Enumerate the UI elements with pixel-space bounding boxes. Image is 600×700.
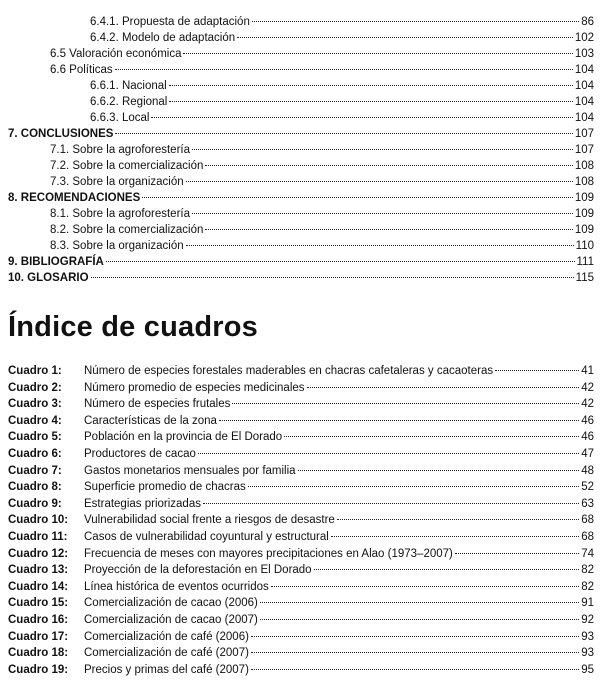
- toc-entry-label: 6.4.1. Propuesta de adaptación: [90, 16, 250, 28]
- table-page: 74: [581, 547, 594, 560]
- dot-leader: [298, 470, 580, 471]
- table-page: 93: [581, 647, 594, 660]
- dot-leader: [106, 261, 575, 262]
- toc-entry-label: 8.2. Sobre la comercialización: [50, 224, 204, 236]
- table-title: Número de especies forestales maderables en chacras cafetaleras y cacaoteras: [84, 365, 494, 377]
- toc-entry-page: 108: [574, 160, 594, 172]
- table-index-entry[interactable]: [8, 463, 594, 480]
- dot-leader: [219, 420, 579, 421]
- toc-entry-page: 104: [574, 80, 594, 92]
- dot-leader: [186, 181, 573, 182]
- table-number: Cuadro 6:: [8, 447, 62, 460]
- toc-entry-page: 107: [574, 144, 594, 156]
- table-title: Línea histórica de eventos ocurridos: [84, 580, 269, 593]
- toc-entry-label: 8.3. Sobre la organización: [50, 240, 184, 252]
- table-title: Población en la provincia de El Dorado: [84, 431, 283, 444]
- table-title: Número de especies frutales: [84, 398, 231, 411]
- table-number: Cuadro 13:: [8, 564, 69, 577]
- toc-entry[interactable]: [8, 142, 594, 158]
- dot-leader: [169, 101, 572, 102]
- dot-leader: [232, 403, 579, 404]
- table-number: Cuadro 2:: [8, 381, 62, 394]
- table-index-entry[interactable]: [8, 662, 594, 679]
- table-title: Proyección de la deforestación en El Dorado: [84, 564, 312, 577]
- toc-entry-page: 104: [574, 96, 594, 108]
- table-index-entry[interactable]: [8, 529, 594, 546]
- table-number: Cuadro 16:: [8, 613, 69, 626]
- table-number: Cuadro 9:: [8, 497, 62, 510]
- toc-entry-label: 8.1. Sobre la agroforestería: [50, 208, 190, 220]
- table-number: Cuadro 3:: [8, 398, 62, 411]
- toc-entry[interactable]: [8, 222, 594, 238]
- dot-leader: [455, 553, 579, 554]
- toc-chapter[interactable]: [8, 270, 594, 286]
- dot-leader: [260, 602, 579, 603]
- table-page: 68: [581, 514, 594, 527]
- table-index-entry[interactable]: [8, 512, 594, 529]
- dot-leader: [260, 619, 579, 620]
- toc-entry-page: 109: [574, 208, 594, 220]
- dot-leader: [307, 387, 580, 388]
- table-number: Cuadro 1:: [8, 365, 62, 377]
- toc-entry-page: 108: [574, 176, 594, 188]
- table-title: Comercialización de cacao (2007): [84, 613, 258, 626]
- table-index-entry[interactable]: [8, 612, 594, 629]
- toc-entry-page: 104: [574, 64, 594, 76]
- table-page: 95: [581, 663, 594, 676]
- table-title: Características de la zona: [84, 414, 217, 427]
- table-page: 48: [581, 464, 594, 477]
- table-title: Estrategias priorizadas: [84, 497, 201, 510]
- dot-leader: [169, 85, 573, 86]
- table-of-contents: [8, 14, 594, 286]
- toc-entry-page: 110: [575, 240, 594, 252]
- table-page: 42: [581, 381, 594, 394]
- section-heading: Índice de cuadros: [8, 311, 258, 343]
- dot-leader: [248, 486, 579, 487]
- toc-chapter[interactable]: [8, 254, 594, 270]
- toc-entry-label: 7.3. Sobre la organización: [50, 176, 184, 188]
- table-page: 93: [581, 630, 594, 643]
- table-index-entry[interactable]: [8, 479, 594, 496]
- table-number: Cuadro 18:: [8, 647, 69, 660]
- table-number: Cuadro 4:: [8, 414, 62, 427]
- toc-entry[interactable]: [8, 158, 594, 174]
- dot-leader: [495, 370, 579, 371]
- toc-chapter[interactable]: [8, 126, 594, 142]
- toc-chapter[interactable]: [8, 190, 594, 206]
- toc-entry-label: 6.5 Valoración económica: [50, 48, 182, 60]
- table-title: Vulnerabilidad social frente a riesgos de desastre: [84, 514, 335, 527]
- table-page: 82: [581, 564, 594, 577]
- table-index-entry[interactable]: [8, 546, 594, 563]
- dot-leader: [252, 21, 579, 22]
- table-number: Cuadro 17:: [8, 630, 69, 643]
- toc-chapter-page: 111: [576, 256, 594, 268]
- toc-entry-label: 7.2. Sobre la comercialización: [50, 160, 204, 172]
- table-title: Comercialización de café (2006): [84, 630, 249, 643]
- toc-entry-page: 102: [574, 32, 594, 44]
- toc-chapter-page: 109: [574, 192, 594, 204]
- table-title: Frecuencia de meses con mayores precipitaciones en Alao (1973–2007): [84, 547, 453, 560]
- toc-entry[interactable]: [8, 174, 594, 190]
- toc-chapter-page: 115: [575, 272, 594, 284]
- toc-entry-page: 86: [581, 16, 594, 28]
- dot-leader: [115, 133, 572, 134]
- toc-entry[interactable]: [8, 94, 594, 110]
- table-number: Cuadro 15:: [8, 597, 69, 610]
- dot-leader: [205, 229, 572, 230]
- toc-entry[interactable]: [8, 78, 594, 94]
- toc-chapter-page: 107: [574, 128, 594, 140]
- toc-entry[interactable]: [8, 46, 594, 62]
- dot-leader: [151, 117, 572, 118]
- table-number: Cuadro 12:: [8, 547, 69, 560]
- toc-entry-label: 6.4.2. Modelo de adaptación: [90, 32, 236, 44]
- table-index-entry[interactable]: [8, 579, 594, 596]
- table-title: Precios y primas del café (2007): [84, 663, 249, 676]
- table-page: 46: [581, 414, 594, 427]
- toc-entry-label: 6.6.2. Regional: [90, 96, 168, 108]
- toc-entry-label: 6.6.3. Local: [90, 112, 150, 124]
- toc-entry[interactable]: [8, 14, 594, 30]
- table-number: Cuadro 10:: [8, 514, 69, 527]
- dot-leader: [331, 536, 579, 537]
- toc-entry-label: 7.1. Sobre la agroforestería: [50, 144, 190, 156]
- dot-leader: [284, 436, 579, 437]
- toc-entry-page: 109: [574, 224, 594, 236]
- dot-leader: [251, 669, 579, 670]
- toc-entry-page: 104: [574, 112, 594, 124]
- table-title: Gastos monetarios mensuales por familia: [84, 464, 296, 477]
- toc-chapter-label: 7. CONCLUSIONES: [8, 128, 114, 140]
- table-index-entry[interactable]: [8, 396, 594, 413]
- toc-chapter-label: 9. BIBLIOGRAFÍA: [8, 256, 104, 268]
- toc-entry[interactable]: [8, 206, 594, 222]
- table-page: 47: [581, 447, 594, 460]
- table-page: 68: [581, 530, 594, 543]
- toc-entry[interactable]: [8, 110, 594, 126]
- table-title: Número promedio de especies medicinales: [84, 381, 305, 394]
- table-page: 82: [581, 580, 594, 593]
- table-number: Cuadro 5:: [8, 431, 62, 444]
- dot-leader: [142, 197, 573, 198]
- table-index-list: [8, 363, 594, 678]
- table-index-entry[interactable]: [8, 595, 594, 612]
- dot-leader: [271, 586, 579, 587]
- toc-entry[interactable]: [8, 30, 594, 46]
- table-title: Superficie promedio de chacras: [84, 481, 246, 494]
- toc-entry[interactable]: [8, 62, 594, 78]
- toc-chapter-label: 8. RECOMENDACIONES: [8, 192, 141, 204]
- table-page: 41: [581, 365, 594, 377]
- dot-leader: [198, 453, 579, 454]
- table-title: Comercialización de cacao (2006): [84, 597, 258, 610]
- table-number: Cuadro 11:: [8, 530, 68, 543]
- toc-entry[interactable]: [8, 238, 594, 254]
- table-page: 46: [581, 431, 594, 444]
- dot-leader: [337, 519, 579, 520]
- toc-entry-page: 103: [574, 48, 594, 60]
- dot-leader: [237, 37, 573, 38]
- toc-entry-label: 6.6 Políticas: [50, 64, 113, 76]
- table-number: Cuadro 14:: [8, 580, 69, 593]
- dot-leader: [251, 636, 579, 637]
- table-index-entry[interactable]: [8, 645, 594, 662]
- table-page: 52: [581, 481, 594, 494]
- table-title: Productores de cacao: [84, 447, 196, 460]
- table-index-entry[interactable]: [8, 363, 594, 380]
- dot-leader: [186, 245, 574, 246]
- dot-leader: [203, 503, 579, 504]
- dot-leader: [314, 569, 580, 570]
- dot-leader: [192, 149, 573, 150]
- table-index-entry[interactable]: [8, 429, 594, 446]
- dot-leader: [91, 277, 574, 278]
- dot-leader: [192, 213, 573, 214]
- table-index-entry[interactable]: [8, 562, 594, 579]
- table-page: 92: [581, 613, 594, 626]
- dot-leader: [251, 652, 579, 653]
- table-page: 63: [581, 497, 594, 510]
- dot-leader: [205, 165, 572, 166]
- table-number: Cuadro 8:: [8, 481, 62, 494]
- table-page: 91: [581, 597, 594, 610]
- toc-chapter-label: 10. GLOSARIO: [8, 272, 89, 284]
- table-page: 42: [581, 398, 594, 411]
- table-number: Cuadro 7:: [8, 464, 62, 477]
- table-title: Casos de vulnerabilidad coyuntural y estructural: [84, 530, 329, 543]
- table-index-entry[interactable]: [8, 413, 594, 430]
- dot-leader: [183, 53, 572, 54]
- table-index-entry[interactable]: [8, 629, 594, 646]
- dot-leader: [115, 69, 573, 70]
- table-index-entry[interactable]: [8, 380, 594, 397]
- table-index-entry[interactable]: [8, 446, 594, 463]
- table-number: Cuadro 19:: [8, 663, 69, 676]
- table-title: Comercialización de café (2007): [84, 647, 249, 660]
- table-index-entry[interactable]: [8, 496, 594, 513]
- toc-entry-label: 6.6.1. Nacional: [90, 80, 167, 92]
